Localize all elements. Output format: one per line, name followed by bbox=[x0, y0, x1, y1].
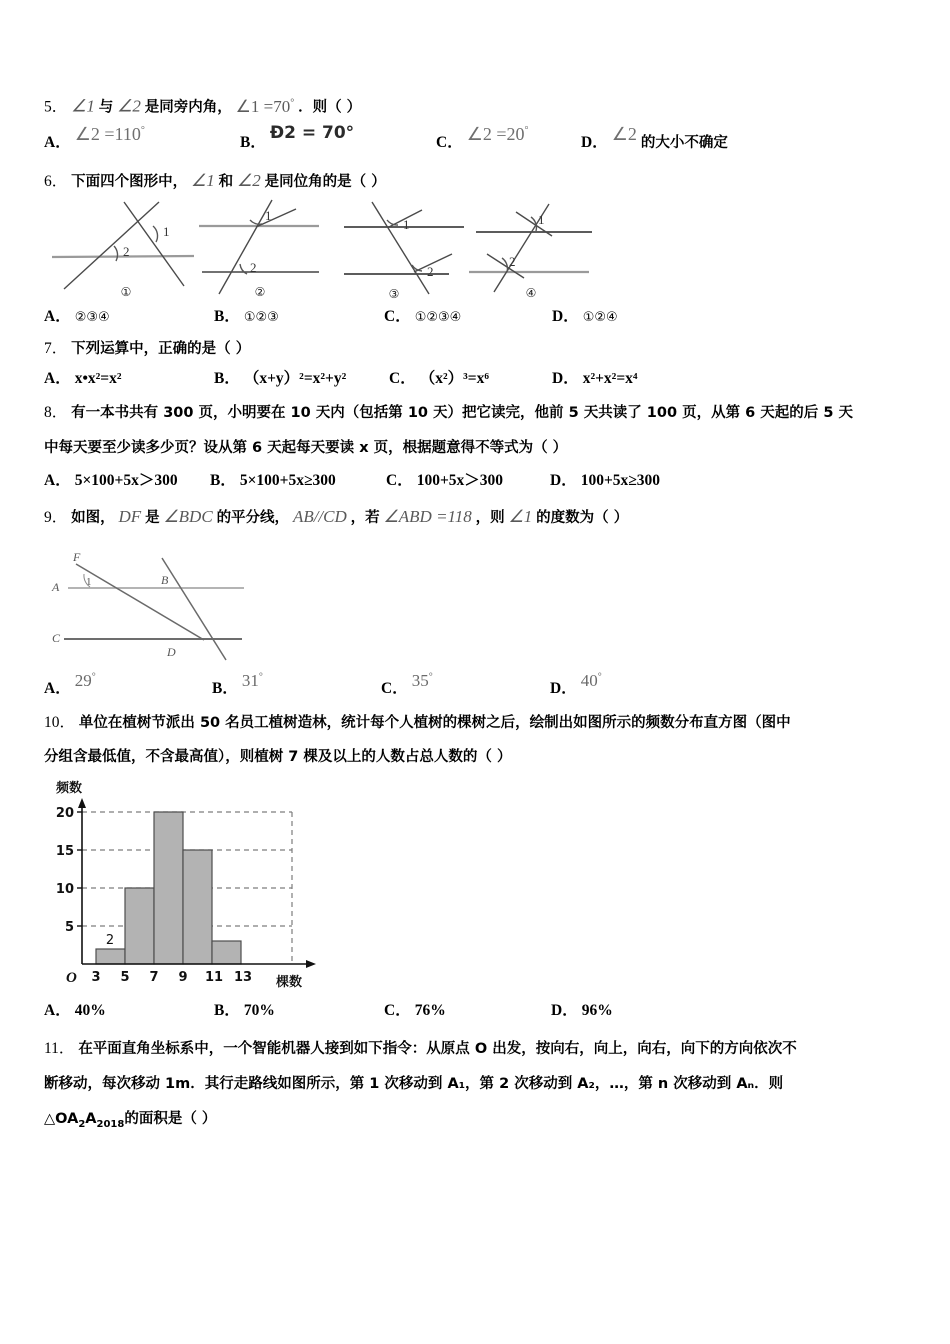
q5-option-d-label: D． bbox=[581, 134, 608, 151]
q8-stem-line-1-text: 有一本书共有 300 页，小明要在 10 天内（包括第 10 天）把它读完，他前 5 天共读了 100 页，从第 6 天起的后 5 天 bbox=[71, 405, 853, 421]
q9-figure-svg bbox=[44, 544, 344, 672]
q6-fig1-angle-2-label: 2 bbox=[123, 244, 130, 259]
q5-option-d-text: ∠2 bbox=[611, 124, 637, 144]
q7-option-b-label: B． bbox=[214, 370, 240, 387]
q9-stem-part-1: 如图， bbox=[71, 510, 115, 526]
q11-stem-line-2-text: 断移动，每次移动 1m．其行走路线如图所示，第 1 次移动到 A₁，第 2 次移动到 A₂，…，第 n 次移动到 Aₙ．则 bbox=[44, 1076, 784, 1092]
y-tick-15: 15 bbox=[55, 844, 74, 859]
degree-icon: ° bbox=[140, 125, 145, 136]
x-tick-7: 7 bbox=[149, 970, 159, 985]
q6-option-a-label: A． bbox=[44, 308, 71, 325]
histogram-bar-1 bbox=[96, 949, 125, 964]
q8-option-c-label: C． bbox=[386, 472, 413, 489]
question-8-stem-line-2 bbox=[44, 433, 910, 468]
histogram-x-tick-labels bbox=[91, 970, 252, 985]
q7-option-b[interactable] bbox=[214, 366, 346, 388]
q11-point-a: A bbox=[85, 1111, 97, 1127]
q8-stem-line-2-text: 中每天要至少读多少页？设从第 6 天起每天要读 x 页，根据题意得不等式为（ ） bbox=[44, 440, 568, 456]
q6-option-a-text: ②③④ bbox=[74, 310, 110, 325]
question-10-number: 10． bbox=[44, 714, 76, 731]
q10-option-b-label: B． bbox=[214, 1002, 240, 1019]
q9-option-a[interactable] bbox=[44, 671, 96, 698]
q11-triangle-oa: △OA bbox=[44, 1111, 79, 1127]
question-10-histogram bbox=[44, 776, 344, 994]
q8-option-a-text: 5×100+5x＞300 bbox=[74, 472, 178, 489]
histogram-bar-3 bbox=[154, 812, 183, 964]
q9-option-c[interactable] bbox=[381, 671, 433, 698]
q6-fig2-caption: ② bbox=[254, 285, 266, 299]
q8-option-a-label: A． bbox=[44, 472, 71, 489]
question-8-options bbox=[44, 468, 910, 502]
histogram-x-axis-label: 棵数 bbox=[276, 975, 303, 990]
q7-stem-text: 下列运算中，正确的是（ ） bbox=[71, 341, 251, 357]
q8-option-d[interactable] bbox=[550, 468, 660, 490]
q7-option-c-text: （x²）³=x⁶ bbox=[419, 370, 489, 387]
question-9-number: 9． bbox=[44, 509, 68, 526]
q9-option-d-text: 40° bbox=[580, 671, 602, 690]
q9-point-f-label: F bbox=[73, 550, 81, 564]
q9-angle-bdc: ∠BDC bbox=[163, 507, 213, 526]
q9-angle-abd: ∠ABD =118 bbox=[383, 507, 472, 526]
histogram-bar-2 bbox=[125, 888, 154, 964]
q5-option-c[interactable] bbox=[436, 124, 529, 152]
q7-option-a[interactable] bbox=[44, 366, 122, 388]
q6-option-c[interactable] bbox=[384, 304, 461, 326]
q6-stem-mid: 和 bbox=[218, 174, 234, 190]
q9-point-c-label: C bbox=[52, 631, 61, 645]
q8-option-b[interactable] bbox=[210, 468, 336, 490]
q9-option-b[interactable] bbox=[212, 671, 263, 698]
q8-option-b-label: B． bbox=[210, 472, 236, 489]
q6-fig3-angle-2-label: 2 bbox=[427, 264, 434, 279]
x-tick-9: 9 bbox=[178, 970, 188, 985]
question-5-options bbox=[44, 120, 910, 166]
q5-option-b-text: Ð2 = 70° bbox=[269, 123, 355, 143]
q6-stem-head: 下面四个图形中， bbox=[71, 174, 188, 190]
q9-option-c-label: C． bbox=[381, 680, 408, 697]
q8-option-c[interactable] bbox=[386, 468, 503, 490]
q7-option-a-label: A． bbox=[44, 370, 71, 387]
q9-stem-part-6: 的度数为（ ） bbox=[536, 510, 629, 526]
q6-figure-2 bbox=[199, 200, 319, 294]
degree-icon: ° bbox=[258, 671, 263, 683]
q7-option-a-text: x•x²=x² bbox=[74, 370, 122, 387]
q9-angle-1-label: 1 bbox=[86, 576, 92, 588]
q6-option-c-text: ①②③④ bbox=[414, 310, 462, 325]
q9-stem-part-3: 的平分线， bbox=[216, 510, 290, 526]
question-9-stem bbox=[44, 502, 910, 538]
q11-triangle-expression bbox=[44, 1111, 125, 1130]
q10-option-a[interactable] bbox=[44, 998, 106, 1020]
x-tick-13: 13 bbox=[233, 970, 253, 985]
q6-fig1-angle-1-label: 1 bbox=[163, 224, 170, 239]
q10-option-a-text: 40% bbox=[74, 1002, 106, 1019]
q6-figure-4 bbox=[469, 204, 592, 292]
q8-option-c-text: 100+5x＞300 bbox=[416, 472, 504, 489]
degree-icon: ° bbox=[91, 671, 96, 683]
q10-option-b-text: 70% bbox=[243, 1002, 275, 1019]
q11-subscript-2: 2 bbox=[78, 1118, 86, 1130]
q7-option-d-text: x²+x²=x⁴ bbox=[582, 370, 638, 387]
q9-stem-part-4: ，若 bbox=[350, 510, 380, 526]
q11-stem-line-1-text: 在平面直角坐标系中，一个智能机器人接到如下指令：从原点 O 出发，按向右，向上，向右，向下的方向依次不 bbox=[78, 1041, 797, 1057]
q6-stem-tail: 是同位角的是（ ） bbox=[264, 174, 386, 190]
x-tick-3: 3 bbox=[91, 970, 101, 985]
q9-option-a-label: A． bbox=[44, 680, 71, 697]
q8-option-a[interactable] bbox=[44, 468, 178, 490]
y-tick-5: 5 bbox=[64, 920, 74, 935]
question-5-stem bbox=[44, 88, 910, 120]
q5-option-b-label: B． bbox=[240, 134, 266, 151]
q6-fig2-angle-1-label: 1 bbox=[265, 208, 272, 223]
q11-subscript-2018: 2018 bbox=[96, 1118, 125, 1130]
q6-option-a[interactable] bbox=[44, 304, 110, 326]
q5-option-d[interactable] bbox=[581, 124, 728, 152]
q6-figure-group bbox=[44, 194, 644, 302]
x-axis-arrow-icon bbox=[306, 960, 316, 968]
q9-option-c-text: 35° bbox=[411, 671, 433, 690]
q8-option-d-label: D． bbox=[550, 472, 577, 489]
q9-line-fd bbox=[76, 564, 204, 640]
question-11-stem-line-1 bbox=[44, 1034, 910, 1069]
histogram-y-axis-label: 频数 bbox=[56, 781, 83, 796]
q6-fig3-caption: ③ bbox=[388, 287, 400, 301]
question-6-stem bbox=[44, 166, 910, 192]
q5-option-c-text: ∠2 =20° bbox=[466, 124, 529, 144]
q6-option-d-label: D． bbox=[552, 308, 579, 325]
q8-option-d-text: 100+5x≥300 bbox=[580, 472, 661, 489]
q10-stem-line-2-text: 分组含最低值，不含最高值），则植树 7 棵及以上的人数占总人数的（ ） bbox=[44, 749, 512, 765]
q7-option-b-text: （x+y）²=x²+y² bbox=[243, 370, 347, 387]
q5-stem-mid: 与 bbox=[98, 99, 114, 116]
question-11-stem-line-2 bbox=[44, 1069, 910, 1104]
q9-option-b-label: B． bbox=[212, 680, 238, 697]
question-7-options bbox=[44, 366, 910, 398]
q6-angle-1: ∠1 bbox=[191, 171, 215, 190]
question-7-number: 7． bbox=[44, 340, 68, 357]
q5-option-a-text: ∠2 =110° bbox=[74, 124, 145, 144]
q10-stem-line-1-text: 单位在植树节派出 50 名员工植树造林，统计每个人植树的棵树之后，绘制出如图所示的频数分布直方图（图中 bbox=[78, 715, 791, 731]
question-9-options bbox=[44, 672, 910, 708]
q6-fig3-angle-1-label: 1 bbox=[403, 217, 410, 232]
question-8-number: 8． bbox=[44, 404, 68, 421]
question-10-stem-line-1 bbox=[44, 708, 910, 742]
q10-option-d-label: D． bbox=[551, 1002, 578, 1019]
q9-option-a-text: 29° bbox=[74, 671, 96, 690]
question-5-number: 5． bbox=[44, 98, 68, 116]
y-tick-20: 20 bbox=[55, 806, 74, 821]
q5-given-value: ∠1 =70 bbox=[235, 96, 291, 116]
q6-option-d[interactable] bbox=[552, 304, 618, 326]
degree-icon: ° bbox=[524, 125, 529, 136]
question-11-stem-line-3 bbox=[44, 1104, 910, 1134]
q9-segment-df: DF bbox=[118, 507, 142, 526]
q7-option-c[interactable] bbox=[389, 366, 489, 388]
x-tick-11: 11 bbox=[204, 970, 224, 985]
q6-fig4-caption: ④ bbox=[525, 286, 537, 300]
q6-option-b[interactable] bbox=[214, 304, 279, 326]
question-8-stem-line-1 bbox=[44, 398, 910, 433]
q5-option-d-suffix: 的大小不确定 bbox=[640, 135, 728, 151]
q11-stem-line-3-tail: 的面积是（ ） bbox=[124, 1111, 217, 1127]
q6-angle-2: ∠2 bbox=[237, 171, 261, 190]
q10-option-c-label: C． bbox=[384, 1002, 411, 1019]
histogram-bar-5 bbox=[212, 941, 241, 964]
question-11-number: 11． bbox=[44, 1040, 75, 1057]
x-tick-5: 5 bbox=[120, 970, 130, 985]
degree-icon: ° bbox=[290, 97, 295, 108]
q6-figure-3 bbox=[344, 202, 464, 294]
q7-option-c-label: C． bbox=[389, 370, 416, 387]
q10-option-a-label: A． bbox=[44, 1002, 71, 1019]
question-9-figure bbox=[44, 544, 344, 672]
q5-option-c-label: C． bbox=[436, 134, 463, 151]
q6-fig1-caption: ① bbox=[120, 285, 132, 299]
question-7-stem bbox=[44, 334, 910, 366]
q9-point-a-label: A bbox=[52, 580, 60, 594]
q9-parallel-ab-cd: AB//CD bbox=[292, 507, 347, 526]
question-6-figures bbox=[44, 194, 644, 302]
q10-option-d[interactable] bbox=[551, 998, 613, 1020]
q9-stem-part-2: 是 bbox=[145, 510, 160, 526]
q10-option-b[interactable] bbox=[214, 998, 275, 1020]
q5-given bbox=[236, 97, 295, 116]
question-6-number: 6． bbox=[44, 173, 68, 190]
q10-option-c[interactable] bbox=[384, 998, 446, 1020]
q5-option-a[interactable] bbox=[44, 124, 145, 152]
q6-option-d-text: ①②④ bbox=[582, 310, 618, 325]
q7-option-d-label: D． bbox=[552, 370, 579, 387]
degree-icon: ° bbox=[597, 671, 602, 683]
q9-option-b-text: 31° bbox=[241, 671, 263, 690]
degree-icon: ° bbox=[428, 671, 433, 683]
q6-fig2-angle-2-label: 2 bbox=[250, 260, 257, 275]
histogram-svg bbox=[44, 776, 344, 994]
q5-stem-end: ．则（ ） bbox=[298, 99, 362, 116]
y-tick-10: 10 bbox=[55, 882, 74, 897]
q7-option-d[interactable] bbox=[552, 366, 638, 388]
q5-option-b[interactable] bbox=[240, 123, 355, 152]
question-10-stem-line-2 bbox=[44, 742, 910, 772]
q9-stem-part-5: ，则 bbox=[475, 510, 505, 526]
q5-angle-2: ∠2 bbox=[117, 96, 141, 116]
q5-option-a-label: A． bbox=[44, 134, 71, 151]
q6-option-c-label: C． bbox=[384, 308, 411, 325]
q6-option-b-text: ①②③ bbox=[243, 310, 279, 325]
q9-point-d-label: D bbox=[167, 645, 176, 659]
histogram-bar-1-value-label: 2 bbox=[105, 933, 115, 948]
q10-option-c-text: 76% bbox=[414, 1002, 446, 1019]
question-6-options bbox=[44, 304, 910, 334]
q10-option-d-text: 96% bbox=[581, 1002, 613, 1019]
q6-fig4-angle-2-label: 2 bbox=[509, 254, 516, 269]
question-10-options bbox=[44, 998, 910, 1034]
q9-option-d-label: D． bbox=[550, 680, 577, 697]
q6-fig4-angle-1-label: 1 bbox=[538, 212, 545, 227]
histogram-origin-label: O bbox=[66, 970, 77, 986]
q5-stem-tail: 是同旁内角， bbox=[144, 99, 232, 116]
q8-option-b-text: 5×100+5x≥300 bbox=[239, 472, 336, 489]
q9-point-b-label: B bbox=[161, 573, 169, 587]
q9-option-d[interactable] bbox=[550, 671, 602, 698]
y-axis-arrow-icon bbox=[78, 798, 86, 808]
q9-angle-1: ∠1 bbox=[508, 507, 533, 526]
histogram-y-tick-labels bbox=[56, 806, 74, 935]
q5-angle-1: ∠1 bbox=[71, 96, 95, 116]
histogram-bar-4 bbox=[183, 850, 212, 964]
worksheet-content bbox=[44, 88, 910, 1134]
q6-option-b-label: B． bbox=[214, 308, 240, 325]
